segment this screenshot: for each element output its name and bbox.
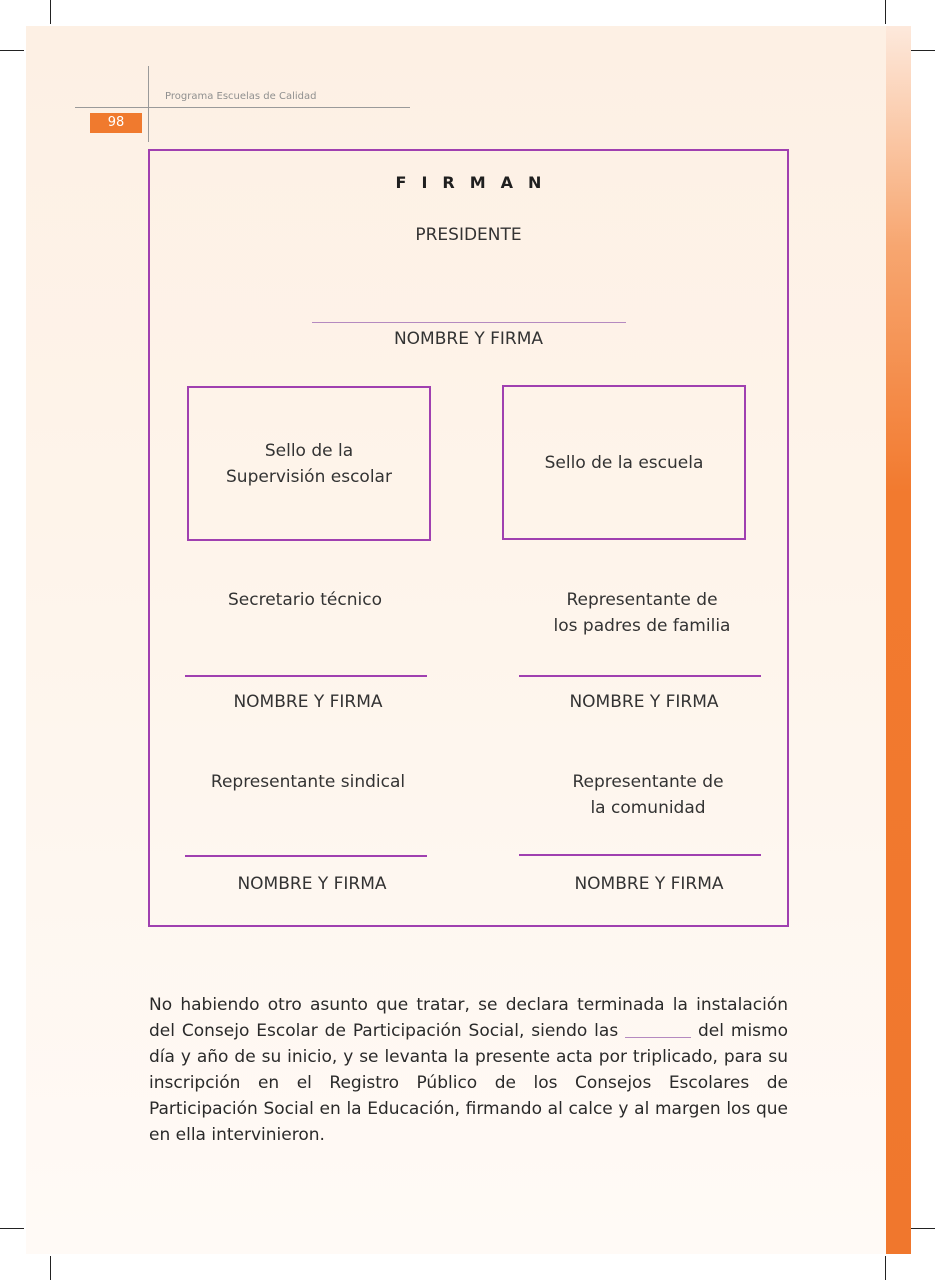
- crop-mark: [50, 0, 51, 24]
- parents-rep-name-label: NOMBRE Y FIRMA: [569, 692, 719, 712]
- running-title: Programa Escuelas de Calidad: [165, 91, 317, 102]
- technical-secretary-signature-line: [185, 675, 427, 677]
- crop-mark: [0, 1228, 24, 1229]
- parents-rep-role-text: Representante de los padres de familia: [553, 590, 731, 636]
- header-divider-horizontal: [75, 107, 410, 108]
- president-name-label: NOMBRE Y FIRMA: [393, 329, 544, 349]
- supervision-stamp-label: Sello de la Supervisión escolar: [226, 440, 392, 487]
- crop-mark: [885, 1256, 886, 1280]
- closing-paragraph: [149, 992, 788, 1148]
- community-rep-signature-line: [519, 854, 761, 856]
- crop-mark: [911, 1228, 935, 1229]
- signature-frame: [148, 149, 789, 927]
- time-blank: [625, 1019, 691, 1038]
- page-number-badge: 98: [90, 113, 142, 133]
- supervision-stamp-box: [187, 386, 431, 541]
- header-divider-vertical: [148, 66, 149, 142]
- community-rep-name-label: NOMBRE Y FIRMA: [574, 874, 724, 894]
- crop-mark: [0, 50, 24, 51]
- school-stamp-label: Sello de la escuela: [544, 452, 704, 473]
- community-rep-role: [518, 769, 778, 821]
- crop-mark: [911, 50, 935, 51]
- closing-text-part1: No habiendo otro asunto que tratar, se declara terminada la instalación del Consejo Escolar de Participación Social, siendo las: [149, 995, 788, 1041]
- technical-secretary-name-label: NOMBRE Y FIRMA: [233, 692, 383, 712]
- crop-mark: [885, 0, 886, 24]
- crop-mark: [50, 1256, 51, 1280]
- president-signature-line: [312, 322, 626, 323]
- union-rep-name-label: NOMBRE Y FIRMA: [237, 874, 387, 894]
- president-role: PRESIDENTE: [415, 225, 522, 245]
- union-rep-signature-line: [185, 855, 427, 857]
- closing-text-part2: del mismo día y año de su inicio, y se levanta la presente acta por triplicado, para su inscripción en el Registro Público de los Consejos Escolares de Participación Social en la Educación, firmando al calce y al margen los que en ella intervinieron.: [149, 1021, 788, 1145]
- parents-rep-signature-line: [519, 675, 761, 677]
- orange-side-bar: [886, 26, 911, 1254]
- technical-secretary-role: Secretario técnico: [228, 590, 382, 610]
- community-rep-role-text: Representante de la comunidad: [572, 772, 724, 818]
- union-rep-role: Representante sindical: [210, 772, 406, 792]
- school-stamp-box: [502, 385, 746, 540]
- parents-rep-role: [512, 587, 772, 639]
- signatures-heading: FIRMAN: [395, 173, 557, 192]
